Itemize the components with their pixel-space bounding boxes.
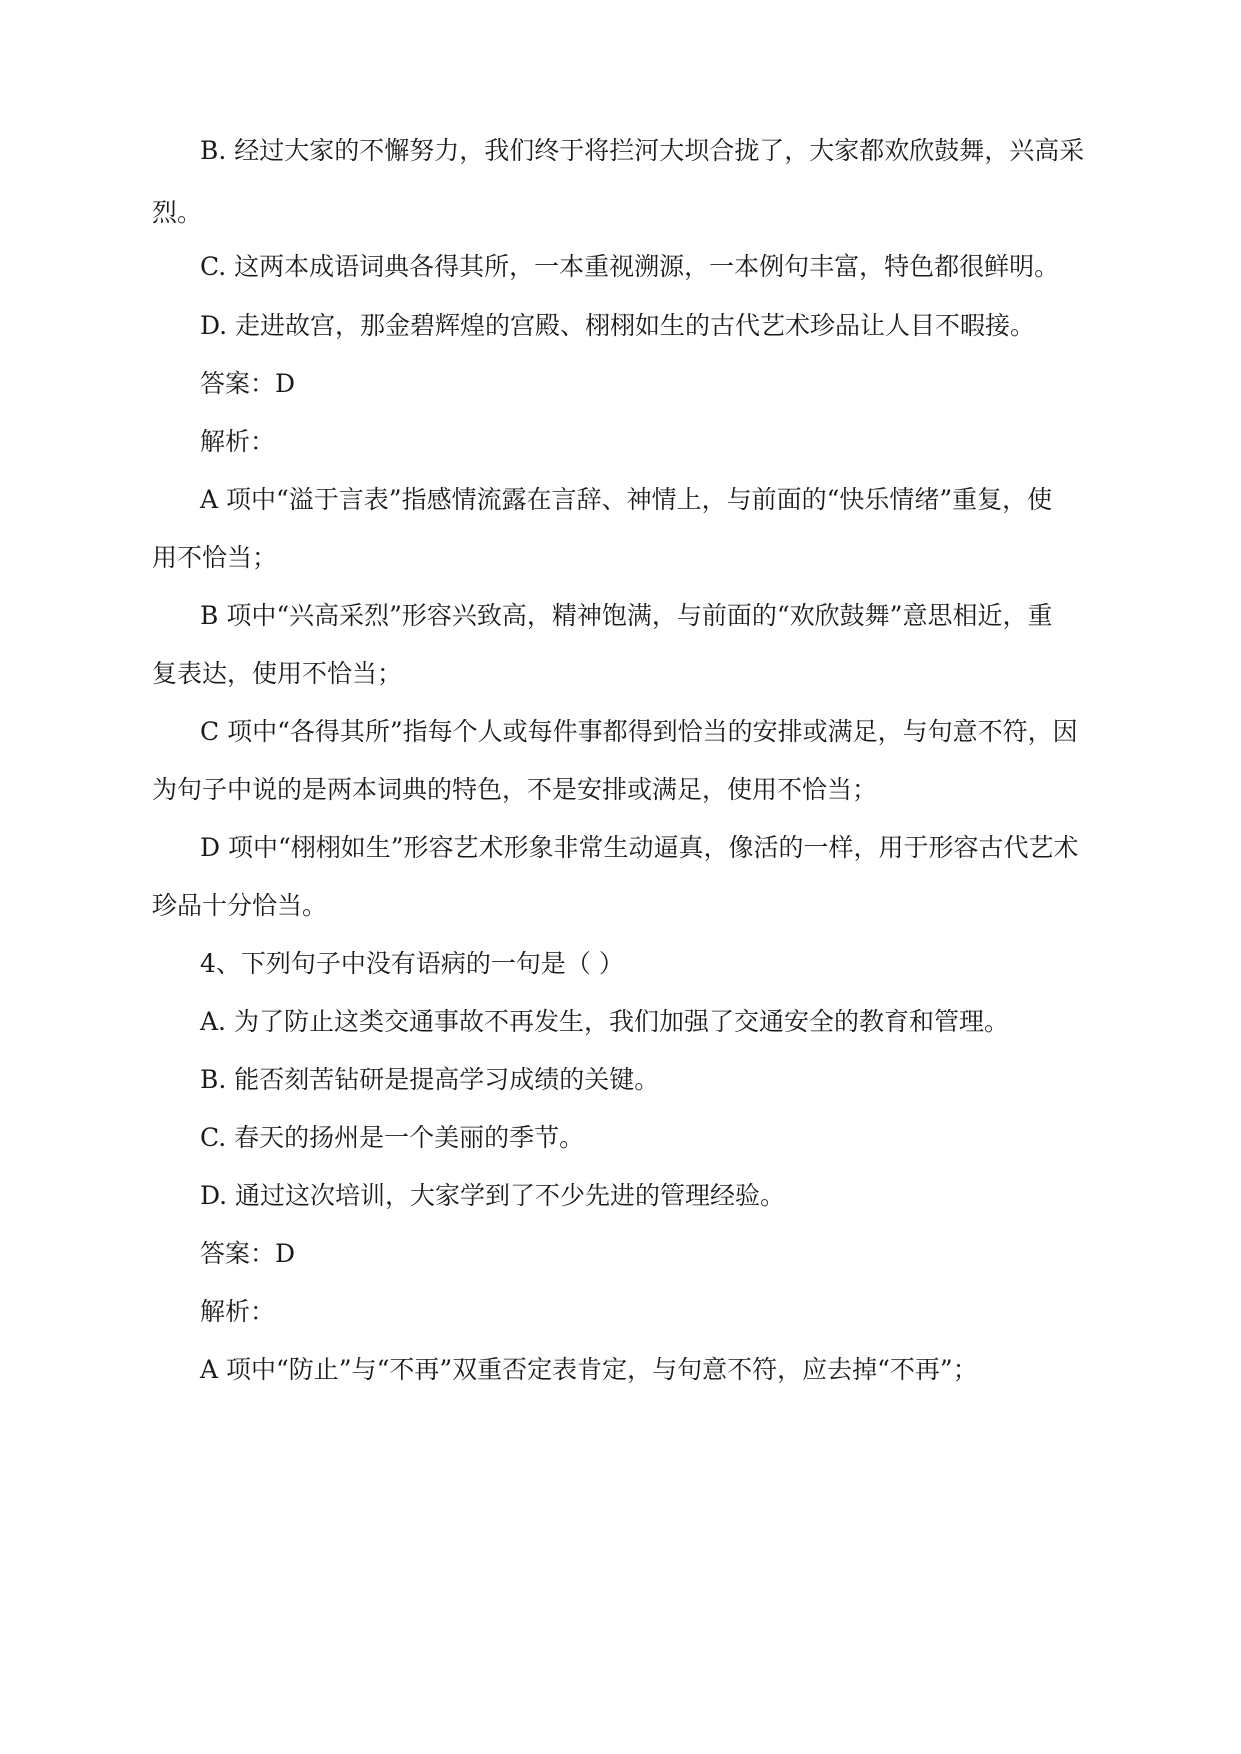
analysis-b-line-2: 复表达，使用不恰当； (152, 659, 403, 688)
q4-option-a: A. 为了防止这类交通事故不再发生，我们加强了交通安全的教育和管理。 (200, 1007, 1009, 1036)
option-d: D. 走进故宫，那金碧辉煌的宫殿、栩栩如生的古代艺术珍品让人目不暇接。 (200, 311, 1036, 340)
analysis-c-line-2: 为句子中说的是两本词典的特色，不是安排或满足，使用不恰当； (152, 775, 878, 804)
option-b-line-2: 烈。 (152, 198, 203, 227)
q4-option-d: D. 通过这次培训，大家学到了不少先进的管理经验。 (200, 1181, 786, 1210)
option-c: C. 这两本成语词典各得其所，一本重视溯源，一本例句丰富，特色都很鲜明。 (200, 252, 1060, 281)
analysis-heading: 解析： (200, 427, 276, 456)
q4-option-c: C. 春天的扬州是一个美丽的季节。 (200, 1123, 585, 1152)
analysis-d-line-2: 珍品十分恰当。 (152, 891, 328, 920)
analysis-a-line-1: A 项中“溢于言表”指感情流露在言辞、神情上，与前面的“快乐情绪”重复，使 (200, 485, 1053, 514)
q4-answer-line: 答案：D (200, 1239, 296, 1268)
question-4: 4、下列句子中没有语病的一句是（ ） (200, 949, 624, 978)
analysis-c-line-1: C 项中“各得其所”指每个人或每件事都得到恰当的安排或满足，与句意不符，因 (200, 717, 1078, 746)
q4-analysis-a: A 项中“防止”与“不再”双重否定表肯定，与句意不符，应去掉“不再”； (200, 1355, 978, 1384)
q4-analysis-heading: 解析： (200, 1297, 276, 1326)
analysis-b-line-1: B 项中“兴高采烈”形容兴致高，精神饱满，与前面的“欢欣鼓舞”意思相近，重 (200, 601, 1053, 630)
option-b-line-1: B. 经过大家的不懈努力，我们终于将拦河大坝合拢了，大家都欢欣鼓舞，兴高采 (200, 136, 1085, 165)
analysis-a-line-2: 用不恰当； (152, 543, 278, 572)
analysis-d-line-1: D 项中“栩栩如生”形容艺术形象非常生动逼真，像活的一样，用于形容古代艺术 (200, 833, 1079, 862)
q4-option-b: B. 能否刻苦钻研是提高学习成绩的关键。 (200, 1065, 660, 1094)
answer-line: 答案：D (200, 369, 296, 398)
